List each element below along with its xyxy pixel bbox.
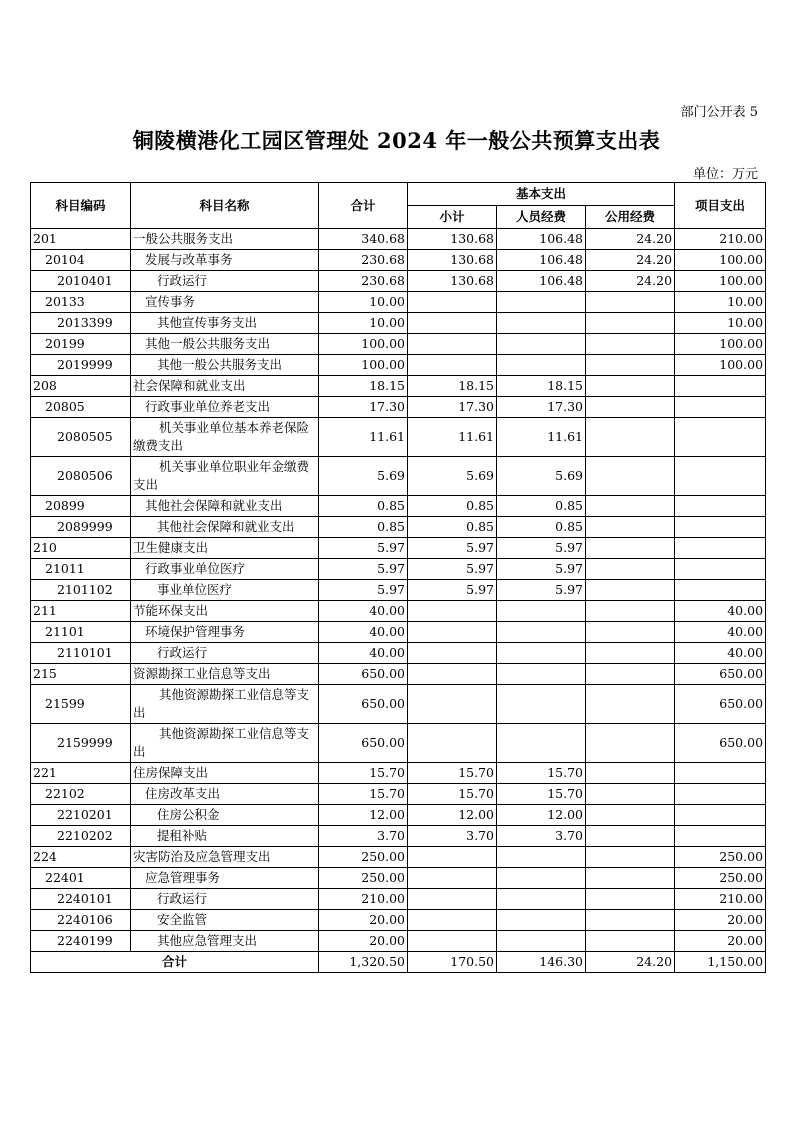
table-row [31,313,766,334]
subject-code: 21101 [31,622,131,643]
header-public: 公用经费 [586,206,675,229]
cell-personnel: 106.48 [497,229,586,250]
cell-total: 250.00 [319,868,408,889]
cell-project: 100.00 [675,250,766,271]
cell-project [675,496,766,517]
table-row [31,868,766,889]
cell-personnel [497,355,586,376]
total-row [31,952,766,973]
cell-subtotal: 15.70 [408,763,497,784]
cell-project: 20.00 [675,931,766,952]
cell-public [586,664,675,685]
cell-personnel [497,313,586,334]
cell-total: 5.97 [319,580,408,601]
cell-subtotal: 130.68 [408,250,497,271]
cell-project [675,376,766,397]
table-row [31,376,766,397]
table-row [31,397,766,418]
table-row [31,418,766,457]
cell-public [586,397,675,418]
cell-personnel: 0.85 [497,517,586,538]
subject-code: 215 [31,664,131,685]
cell-public [586,334,675,355]
subject-name: 其他宣传事务支出 [131,313,319,334]
subject-code: 2080505 [31,418,131,457]
subject-name: 环境保护管理事务 [131,622,319,643]
cell-subtotal [408,847,497,868]
cell-personnel [497,724,586,763]
subject-code: 210 [31,538,131,559]
cell-personnel: 106.48 [497,271,586,292]
total-personnel: 146.30 [497,952,586,973]
header-total: 合计 [319,183,408,229]
cell-public: 24.20 [586,229,675,250]
page-title: 铜陵横港化工园区管理处 2024 年一般公共预算支出表 [132,128,661,153]
subject-code: 211 [31,601,131,622]
cell-project: 650.00 [675,685,766,724]
table-row [31,355,766,376]
cell-public [586,685,675,724]
cell-subtotal [408,601,497,622]
subject-code: 2101102 [31,580,131,601]
cell-total: 650.00 [319,664,408,685]
cell-total: 3.70 [319,826,408,847]
cell-project: 10.00 [675,313,766,334]
subject-code: 20133 [31,292,131,313]
cell-project: 210.00 [675,889,766,910]
cell-subtotal [408,643,497,664]
cell-public [586,643,675,664]
table-body [31,229,766,952]
subject-name: 行政运行 [131,271,319,292]
cell-public [586,601,675,622]
table-row [31,517,766,538]
cell-subtotal: 17.30 [408,397,497,418]
cell-subtotal: 130.68 [408,271,497,292]
cell-personnel [497,622,586,643]
cell-project [675,580,766,601]
cell-subtotal: 5.69 [408,457,497,496]
subject-code: 20805 [31,397,131,418]
table-row [31,805,766,826]
cell-total: 0.85 [319,517,408,538]
subject-name: 住房公积金 [131,805,319,826]
cell-subtotal [408,622,497,643]
subject-code: 208 [31,376,131,397]
cell-public [586,496,675,517]
subject-code: 2210201 [31,805,131,826]
total-public: 24.20 [586,952,675,973]
cell-public [586,931,675,952]
cell-total: 20.00 [319,910,408,931]
subject-name: 社会保障和就业支出 [131,376,319,397]
cell-total: 210.00 [319,889,408,910]
subject-name: 行政运行 [131,889,319,910]
cell-subtotal [408,292,497,313]
cell-personnel: 15.70 [497,763,586,784]
cell-personnel: 5.97 [497,580,586,601]
subject-code: 2240106 [31,910,131,931]
cell-subtotal: 5.97 [408,538,497,559]
header-personnel: 人员经费 [497,206,586,229]
cell-public [586,559,675,580]
cell-personnel [497,868,586,889]
table-row [31,784,766,805]
subject-code: 20199 [31,334,131,355]
cell-personnel: 11.61 [497,418,586,457]
subject-name: 其他一般公共服务支出 [131,355,319,376]
table-header [31,183,766,229]
subject-name: 其他社会保障和就业支出 [131,517,319,538]
cell-public [586,580,675,601]
table-row [31,826,766,847]
table-row [31,622,766,643]
table-row [31,664,766,685]
table-row [31,250,766,271]
table-row [31,229,766,250]
cell-public [586,763,675,784]
header-name: 科目名称 [131,183,319,229]
cell-subtotal: 18.15 [408,376,497,397]
cell-public [586,724,675,763]
cell-subtotal [408,334,497,355]
cell-total: 10.00 [319,313,408,334]
cell-subtotal [408,931,497,952]
cell-total: 5.97 [319,559,408,580]
total-label: 合计 [31,952,319,973]
cell-personnel: 0.85 [497,496,586,517]
cell-subtotal: 3.70 [408,826,497,847]
cell-public [586,292,675,313]
subject-code: 2110101 [31,643,131,664]
cell-subtotal [408,313,497,334]
cell-project: 40.00 [675,643,766,664]
cell-personnel [497,334,586,355]
cell-personnel [497,685,586,724]
subject-name: 其他资源勘探工业信息等支出 [131,724,319,763]
cell-total: 100.00 [319,355,408,376]
cell-subtotal: 5.97 [408,580,497,601]
cell-subtotal [408,724,497,763]
cell-project [675,397,766,418]
cell-project: 250.00 [675,868,766,889]
cell-total: 650.00 [319,685,408,724]
cell-public [586,910,675,931]
cell-subtotal: 5.97 [408,559,497,580]
cell-public [586,622,675,643]
cell-public [586,868,675,889]
cell-total: 650.00 [319,724,408,763]
subject-name: 其他社会保障和就业支出 [131,496,319,517]
table-row [31,889,766,910]
cell-public [586,457,675,496]
cell-total: 20.00 [319,931,408,952]
table-row [31,847,766,868]
cell-personnel [497,889,586,910]
cell-subtotal: 0.85 [408,517,497,538]
cell-public [586,805,675,826]
header-subtotal: 小计 [408,206,497,229]
subject-name: 应急管理事务 [131,868,319,889]
cell-public [586,889,675,910]
cell-personnel: 5.69 [497,457,586,496]
subject-name: 安全监管 [131,910,319,931]
cell-personnel [497,847,586,868]
cell-total: 100.00 [319,334,408,355]
cell-personnel [497,643,586,664]
cell-project [675,763,766,784]
cell-project [675,826,766,847]
cell-project: 650.00 [675,724,766,763]
subject-code: 22401 [31,868,131,889]
cell-subtotal [408,355,497,376]
subject-name: 住房改革支出 [131,784,319,805]
subject-code: 2010401 [31,271,131,292]
cell-personnel: 5.97 [497,559,586,580]
cell-public [586,418,675,457]
cell-personnel [497,931,586,952]
subject-code: 2019999 [31,355,131,376]
cell-project [675,784,766,805]
table-row [31,334,766,355]
cell-subtotal [408,910,497,931]
subject-code: 2089999 [31,517,131,538]
cell-total: 15.70 [319,763,408,784]
table-row [31,910,766,931]
cell-project: 10.00 [675,292,766,313]
subject-name: 卫生健康支出 [131,538,319,559]
cell-public: 24.20 [586,271,675,292]
cell-project: 210.00 [675,229,766,250]
cell-public [586,313,675,334]
subject-code: 20899 [31,496,131,517]
table-row [31,580,766,601]
cell-total: 40.00 [319,601,408,622]
cell-total: 5.97 [319,538,408,559]
cell-total: 11.61 [319,418,408,457]
subject-code: 2210202 [31,826,131,847]
subject-code: 2080506 [31,457,131,496]
cell-personnel: 3.70 [497,826,586,847]
cell-personnel: 18.15 [497,376,586,397]
cell-total: 40.00 [319,643,408,664]
total-total: 1,320.50 [319,952,408,973]
table-row [31,496,766,517]
cell-subtotal [408,889,497,910]
budget-expenditure-table [30,182,766,973]
subject-name: 行政事业单位医疗 [131,559,319,580]
cell-total: 230.68 [319,271,408,292]
subject-name: 事业单位医疗 [131,580,319,601]
subject-name: 其他应急管理支出 [131,931,319,952]
cell-total: 40.00 [319,622,408,643]
total-subtotal: 170.50 [408,952,497,973]
subject-name: 资源勘探工业信息等支出 [131,664,319,685]
cell-total: 10.00 [319,292,408,313]
subject-name: 其他一般公共服务支出 [131,334,319,355]
header-code: 科目编码 [31,183,131,229]
cell-personnel [497,601,586,622]
cell-project: 100.00 [675,334,766,355]
header-basic: 基本支出 [408,183,675,206]
cell-subtotal [408,868,497,889]
cell-public [586,538,675,559]
cell-personnel: 12.00 [497,805,586,826]
subject-code: 2159999 [31,724,131,763]
subject-code: 21011 [31,559,131,580]
cell-personnel [497,292,586,313]
table-row [31,643,766,664]
subject-code: 20104 [31,250,131,271]
subject-code: 2013399 [31,313,131,334]
cell-public [586,826,675,847]
cell-project: 100.00 [675,355,766,376]
cell-public: 24.20 [586,250,675,271]
subject-code: 201 [31,229,131,250]
subject-name: 机关事业单位职业年金缴费支出 [131,457,319,496]
cell-total: 15.70 [319,784,408,805]
cell-personnel: 5.97 [497,538,586,559]
cell-project: 40.00 [675,601,766,622]
cell-project [675,418,766,457]
cell-project [675,538,766,559]
table-row [31,724,766,763]
header-project: 项目支出 [675,183,766,229]
subject-name: 灾害防治及应急管理支出 [131,847,319,868]
cell-personnel [497,664,586,685]
cell-project [675,559,766,580]
subject-code: 2240199 [31,931,131,952]
cell-subtotal: 12.00 [408,805,497,826]
cell-public [586,517,675,538]
cell-project: 20.00 [675,910,766,931]
subject-name: 其他资源勘探工业信息等支出 [131,685,319,724]
subject-code: 2240101 [31,889,131,910]
cell-project: 650.00 [675,664,766,685]
cell-subtotal: 0.85 [408,496,497,517]
cell-project: 100.00 [675,271,766,292]
subject-code: 221 [31,763,131,784]
cell-public [586,376,675,397]
cell-project: 40.00 [675,622,766,643]
cell-total: 340.68 [319,229,408,250]
cell-project: 250.00 [675,847,766,868]
table-row [31,538,766,559]
cell-total: 12.00 [319,805,408,826]
table-row [31,763,766,784]
table-row [31,685,766,724]
cell-subtotal [408,664,497,685]
subject-name: 行政运行 [131,643,319,664]
cell-total: 230.68 [319,250,408,271]
subject-name: 发展与改革事务 [131,250,319,271]
cell-total: 17.30 [319,397,408,418]
subject-name: 机关事业单位基本养老保险缴费支出 [131,418,319,457]
subject-code: 224 [31,847,131,868]
cell-subtotal: 11.61 [408,418,497,457]
cell-total: 18.15 [319,376,408,397]
cell-total: 5.69 [319,457,408,496]
cell-total: 0.85 [319,496,408,517]
cell-project [675,805,766,826]
table-row [31,271,766,292]
cell-public [586,784,675,805]
cell-project [675,517,766,538]
document-tag: 部门公开表 5 [680,105,758,120]
total-project: 1,150.00 [675,952,766,973]
subject-name: 宣传事务 [131,292,319,313]
cell-public [586,355,675,376]
table-row [31,559,766,580]
cell-personnel [497,910,586,931]
table-row [31,931,766,952]
subject-code: 21599 [31,685,131,724]
cell-personnel: 17.30 [497,397,586,418]
cell-subtotal: 15.70 [408,784,497,805]
subject-name: 节能环保支出 [131,601,319,622]
cell-total: 250.00 [319,847,408,868]
table-row [31,292,766,313]
unit-label: 单位：万元 [692,167,758,182]
cell-project [675,457,766,496]
table-row [31,457,766,496]
cell-personnel: 106.48 [497,250,586,271]
cell-subtotal: 130.68 [408,229,497,250]
subject-name: 行政事业单位养老支出 [131,397,319,418]
cell-subtotal [408,685,497,724]
table-row [31,601,766,622]
cell-personnel: 15.70 [497,784,586,805]
cell-public [586,847,675,868]
subject-code: 22102 [31,784,131,805]
subject-name: 提租补贴 [131,826,319,847]
subject-name: 一般公共服务支出 [131,229,319,250]
subject-name: 住房保障支出 [131,763,319,784]
